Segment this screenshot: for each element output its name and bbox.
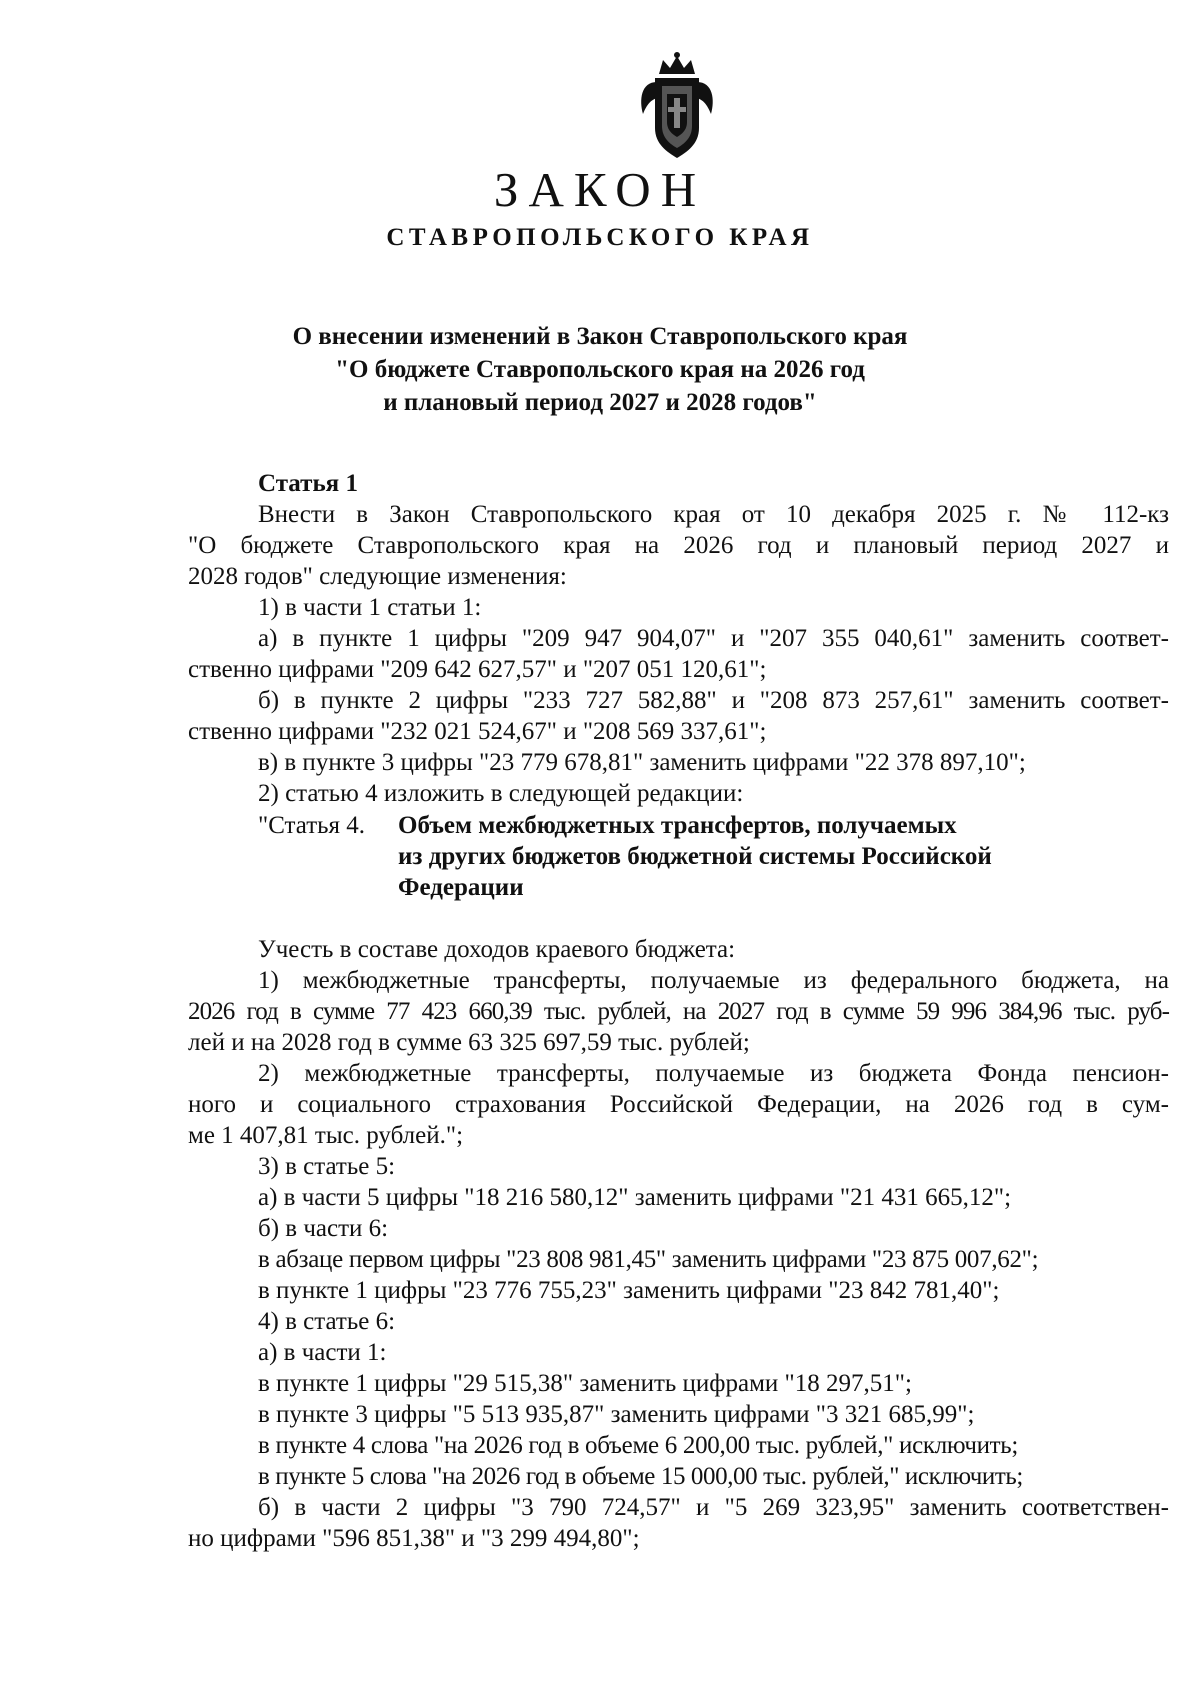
text-line: в абзаце первом цифры "23 808 981,45" заменить цифрами "23 875 007,62"; xyxy=(258,1246,1039,1273)
headline-line: и плановый период 2027 и 2028 годов" xyxy=(383,389,817,416)
text-line: в пункте 1 цифры "23 776 755,23" заменить цифрами "23 842 781,40"; xyxy=(258,1277,1000,1304)
law-subtitle: СТАВРОПОЛЬСКОГО КРАЯ xyxy=(386,224,814,251)
text-line: а) в части 1: xyxy=(258,1339,387,1366)
text-line: но цифрами "596 851,38" и "3 299 494,80"; xyxy=(188,1525,640,1552)
text-line: б) в пункте 2 цифры "233 727 582,88" и "208 873 257,61" заменить соответ- xyxy=(258,687,1169,714)
text-line: б) в части 2 цифры "3 790 724,57" и "5 269 323,95" заменить соответствен- xyxy=(258,1494,1169,1521)
headline-line: "О бюджете Ставропольского края на 2026 год xyxy=(335,356,865,383)
text-line: ственно цифрами "209 642 627,57" и "207 051 120,61"; xyxy=(188,656,767,683)
text-line: а) в пункте 1 цифры "209 947 904,07" и "207 355 040,61" заменить соответ- xyxy=(258,625,1169,652)
text-line: 1) межбюджетные трансферты, получаемые из федерального бюджета, на xyxy=(258,967,1169,994)
text-line: Внести в Закон Ставропольского края от 10 декабря 2025 г. № 112-кз xyxy=(258,501,1169,528)
text-line: в) в пункте 3 цифры "23 779 678,81" заменить цифрами "22 378 897,10"; xyxy=(258,749,1026,776)
text-line: в пункте 1 цифры "29 515,38" заменить цифрами "18 297,51"; xyxy=(258,1370,912,1397)
text-line: 3) в статье 5: xyxy=(258,1153,396,1180)
text-line: Учесть в составе доходов краевого бюджета: xyxy=(258,936,736,963)
coat-of-arms-icon xyxy=(637,52,717,162)
text-line: "О бюджете Ставропольского края на 2026 год и плановый период 2027 и xyxy=(188,532,1169,559)
text-line: в пункте 3 цифры "5 513 935,87" заменить цифрами "3 321 685,99"; xyxy=(258,1401,975,1428)
text-line: лей и на 2028 год в сумме 63 325 697,59 тыс. рублей; xyxy=(188,1029,750,1056)
article-4-label: "Статья 4. xyxy=(258,812,366,839)
headline-line: О внесении изменений в Закон Ставропольского края xyxy=(292,323,908,350)
text-line: ме 1 407,81 тыс. рублей."; xyxy=(188,1122,464,1149)
text-line: 2) межбюджетные трансферты, получаемые из бюджета Фонда пенсион- xyxy=(258,1060,1169,1087)
text-line: 2) статью 4 изложить в следующей редакции: xyxy=(258,780,744,807)
text-line: 4) в статье 6: xyxy=(258,1308,396,1335)
text-line: а) в части 5 цифры "18 216 580,12" заменить цифрами "21 431 665,12"; xyxy=(258,1184,1012,1211)
text-line: ственно цифрами "232 021 524,67" и "208 569 337,61"; xyxy=(188,718,767,745)
law-headline xyxy=(0,320,1200,419)
article-heading: Статья 1 xyxy=(258,470,358,497)
text-line: в пункте 4 слова "на 2026 год в объеме 6 200,00 тыс. рублей," исключить; xyxy=(258,1432,1019,1459)
text-line: ного и социального страхования Российской Федерации, на 2026 год в сум- xyxy=(188,1091,1169,1118)
article-4-title-line: Федерации xyxy=(398,874,524,901)
text-line: 2028 годов" следующие изменения: xyxy=(188,563,567,590)
article-4-title-line: из других бюджетов бюджетной системы Российской xyxy=(398,843,992,870)
text-line: 1) в части 1 статьи 1: xyxy=(258,594,482,621)
text-line: 2026 год в сумме 77 423 660,39 тыс. рублей, на 2027 год в сумме 59 996 384,96 тыс. руб- xyxy=(188,998,1169,1025)
law-title: ЗАКОН xyxy=(493,162,707,217)
article-4-title-line: Объем межбюджетных трансфертов, получаемых xyxy=(398,812,957,839)
text-line: б) в части 6: xyxy=(258,1215,389,1242)
text-line: в пункте 5 слова "на 2026 год в объеме 15 000,00 тыс. рублей," исключить; xyxy=(258,1463,1023,1490)
